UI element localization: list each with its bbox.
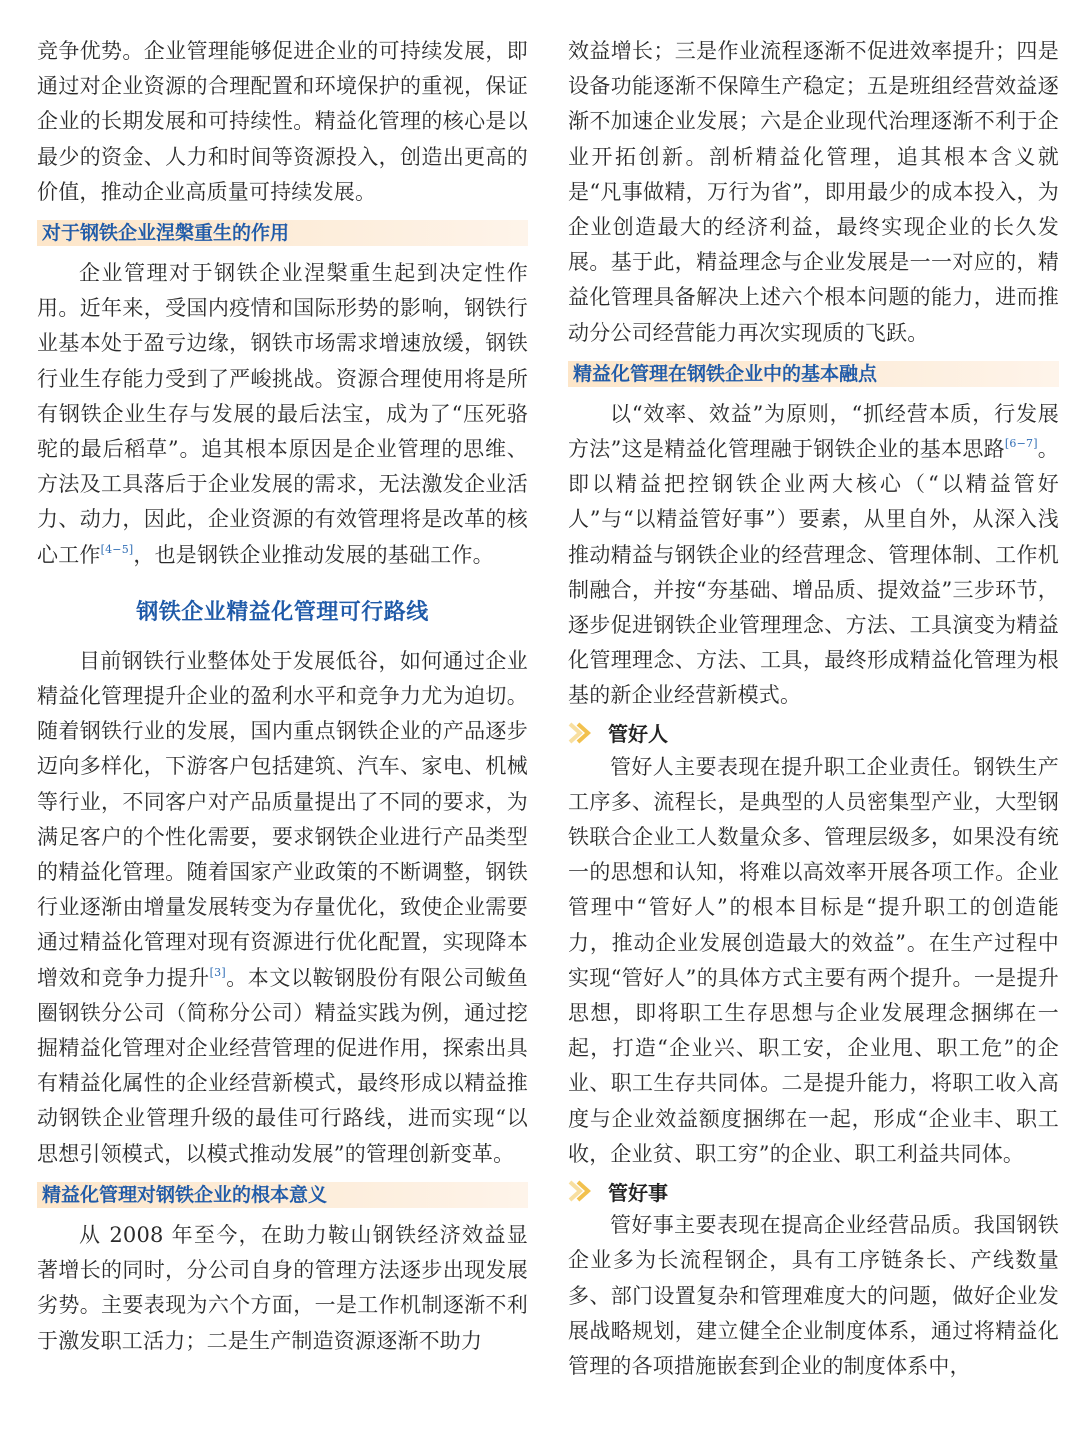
citation-link[interactable]: [6−7] <box>1004 437 1038 451</box>
left-column <box>37 34 528 1359</box>
paragraph-text: 以“效率、效益”为原则，“抓经营本质，行发展方法”这是精益化管理融于钢铁企业的基本思路 <box>568 401 1059 462</box>
paragraph: 从 2008 年至今，在助力鞍山钢铁经济效益显著增长的同时，分公司自身的管理方法逐步出现发展劣势。主要表现为六个方面，一是工作机制逐渐不利于激发职工活力；二是生产制造资源逐渐不助力 <box>37 1222 528 1353</box>
paragraph <box>568 397 1059 714</box>
subsection-title <box>568 1174 1059 1208</box>
section-title: 精益化管理在钢铁企业中的基本融点 <box>568 361 1059 387</box>
section-title: 精益化管理对钢铁企业的根本意义 <box>37 1182 528 1208</box>
citation-link[interactable]: [4−5] <box>100 542 134 556</box>
paragraph <box>37 256 528 573</box>
section-title: 对于钢铁企业涅槃重生的作用 <box>37 220 528 246</box>
subsection-title <box>568 716 1059 750</box>
paragraph-text: 企业管理对于钢铁企业涅槃重生起到决定性作用。近年来，受国内疫情和国际形势的影响，钢铁行业基本处于盈亏边缘，钢铁市场需求增速放缓，钢铁行业生存能力受到了严峻挑战。资源合理使用将是所有钢铁企业生存与发展的最后法宝，成为了“压死骆驼的最后稻草”。追其根本原因是企业管理的思维、方法及工具落后于企业发展的需求，无法激发企业活力、动力，因此，企业资源的有效管理将是改革的核心工作 <box>37 261 528 567</box>
citation-link[interactable]: [3] <box>209 965 226 979</box>
subsection-label: 管好人 <box>608 722 668 747</box>
chevron-right-icon <box>568 1180 596 1202</box>
paragraph: 竞争优势。企业管理能够促进企业的可持续发展，即通过对企业资源的合理配置和环境保护的重视，保证企业的长期发展和可持续性。精益化管理的核心是以最少的资金、人力和时间等资源投入，创造出更高的价值，推动企业高质量可持续发展。 <box>37 39 528 204</box>
paragraph: 管好人主要表现在提升职工企业责任。钢铁生产工序多、流程长，是典型的人员密集型产业，大型钢铁联合企业工人数量众多、管理层级多，如果没有统一的思想和认知，将难以高效率开展各项工作。企业管理中“管好人”的根本目标是“提升职工的创造能力，推动企业发展创造最大的效益”。在生产过程中实现“管好人”的具体方式主要有两个提升。一是提升思想，即将职工生存思想与企业发展理念捆绑在一起，打造“企业兴、职工安，企业甩、职工危”的企业、职工生存共同体。二是提升能力，将职工收入高度与企业效益额度捆绑在一起，形成“企业丰、职工收，企业贫、职工穷”的企业、职工利益共同体。 <box>568 754 1059 1166</box>
subsection-label: 管好事 <box>608 1180 668 1205</box>
chevron-right-icon <box>568 722 596 744</box>
right-column <box>568 34 1059 1384</box>
paragraph <box>37 644 528 1172</box>
paragraph-text: ，也是钢铁企业推动发展的基础工作。 <box>133 542 494 567</box>
paragraph-text: 。即以精益把控钢铁企业两大核心（“以精益管好人”与“以精益管好事”）要素，从里自外，从深入浅推动精益与钢铁企业的经营理念、管理体制、工作机制融合，并按“夯基础、增品质、提效益”三步环节，逐步促进钢铁企业管理理念、方法、工具演变为精益化管理理念、方法、工具，最终形成精益化管理为根基的新企业经营新模式。 <box>568 437 1059 708</box>
paragraph: 管好事主要表现在提高企业经营品质。我国钢铁企业多为长流程钢企，具有工序链条长、产线数量多、部门设置复杂和管理难度大的问题，做好企业发展战略规划，建立健全企业制度体系，通过将精益化管理的各项措施嵌套到企业的制度体系中， <box>568 1213 1059 1378</box>
paragraph-text: 。本文以鞍钢股份有限公司鲅鱼圈钢铁分公司（简称分公司）精益实践为例，通过挖掘精益化管理对企业经营管理的促进作用，探索出具有精益化属性的企业经营新模式，最终形成以精益推动钢铁企业管理升级的最佳可行路线，进而实现“以思想引领模式，以模式推动发展”的管理创新变革。 <box>37 965 528 1166</box>
chapter-heading: 钢铁企业精益化管理可行路线 <box>136 599 429 625</box>
paragraph-text: 目前钢铁行业整体处于发展低谷，如何通过企业精益化管理提升企业的盈利水平和竞争力尤为迫切。随着钢铁行业的发展，国内重点钢铁企业的产品逐步迈向多样化，下游客户包括建筑、汽车、家电、机械等行业，不同客户对产品质量提出了不同的要求，为满足客户的个性化需要，要求钢铁企业进行产品类型的精益化管理。随着国家产业政策的不断调整，钢铁行业逐渐由增量发展转变为存量优化，致使企业需要通过精益化管理对现有资源进行优化配置，实现降本增效和竞争力提升 <box>37 648 528 990</box>
paragraph: 效益增长；三是作业流程逐渐不促进效率提升；四是设备功能逐渐不保障生产稳定；五是班组经营效益逐渐不加速企业发展；六是企业现代治理逐渐不利于企业开拓创新。剖析精益化管理，追其根本含义就是“凡事做精，万行为省”，即用最少的成本投入，为企业创造最大的经济利益，最终实现企业的长久发展。基于此，精益理念与企业发展是一一对应的，精益化管理具备解决上述六个根本问题的能力，进而推动分公司经营能力再次实现质的飞跃。 <box>568 39 1059 345</box>
